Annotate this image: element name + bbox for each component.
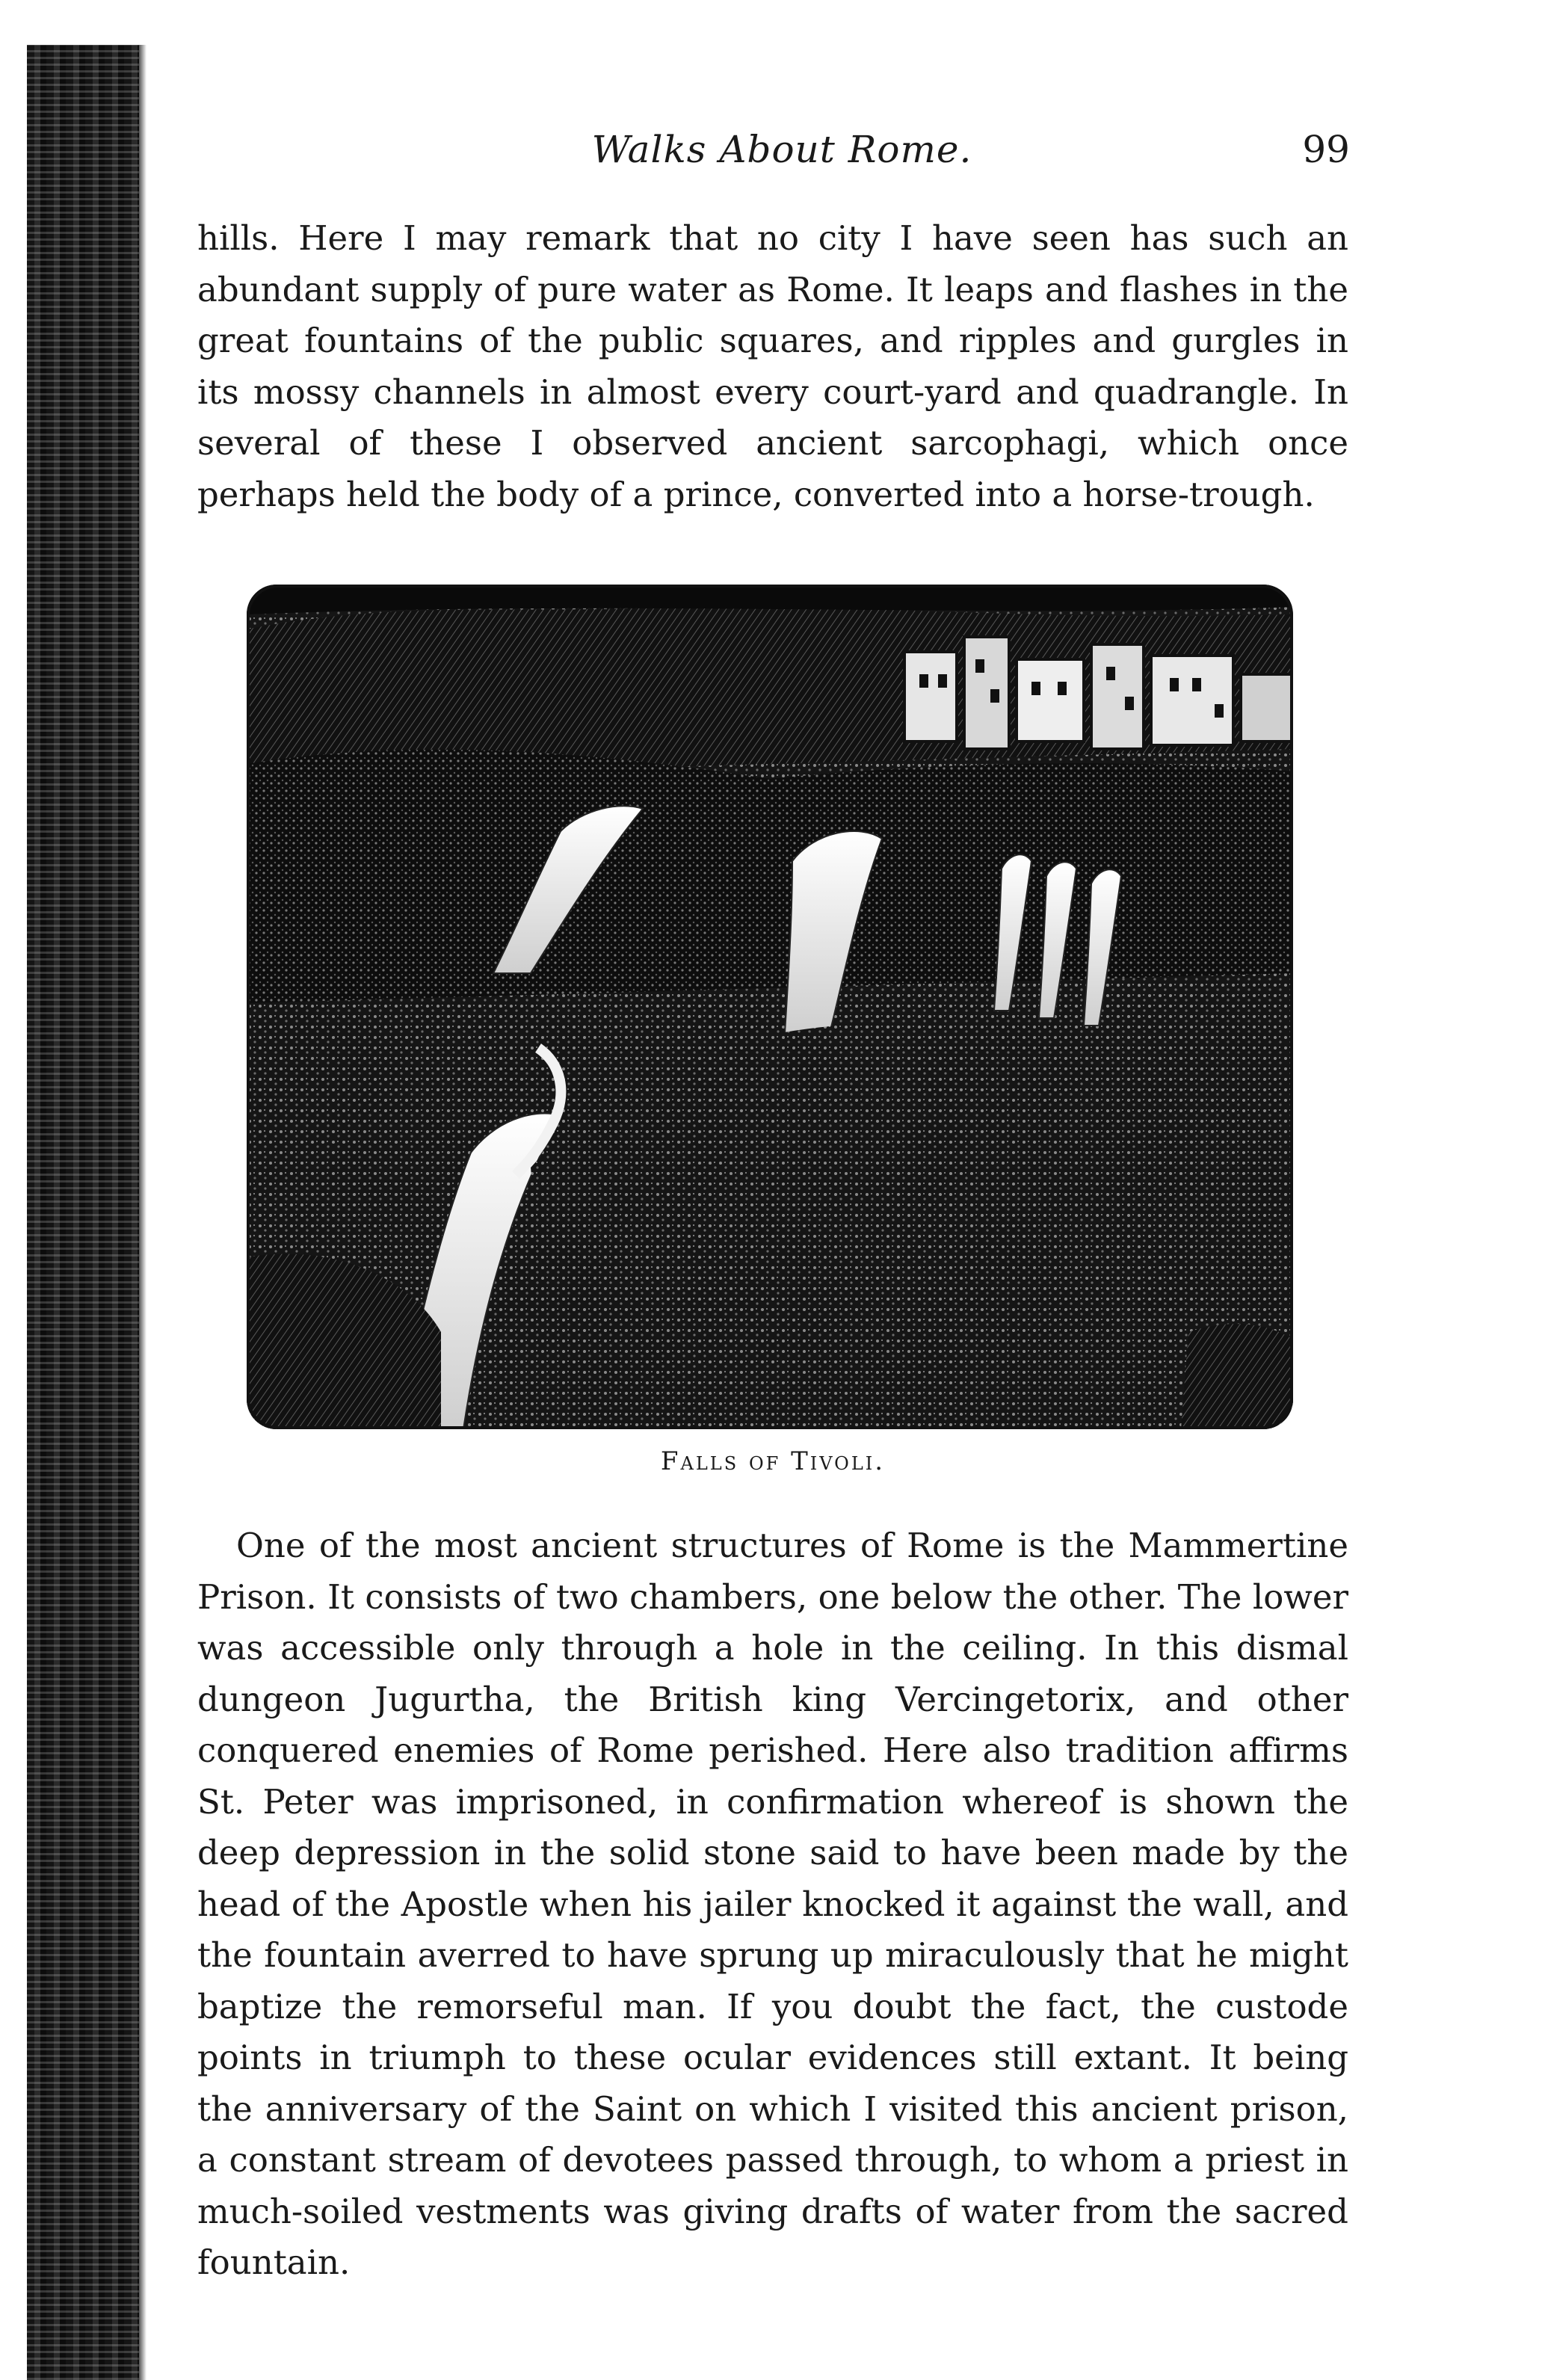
running-title: Walks About Rome.: [591, 128, 972, 171]
page-binding-edge: [27, 45, 139, 2380]
figure-caption: Falls of Tivoli.: [660, 1446, 886, 1476]
body-paragraph-2: One of the most ancient structures of Rome is the Mammertine Prison. It consists of two chambers, one below the other. The lower was accessible only through a hole in the ceiling. In this dismal dungeon Jugurtha, the British king Vercingetorix, and other conquered enemies of Rome perished. Here also tradition affirms St. Peter was imprisoned, in confirmation whereof is shown the deep depression in the solid stone said to have been made by the head of the Apostle when his jailer knocked it against the wall, and the fountain averred to have sprung up miraculously that he might baptize the remorseful man. If you doubt the fact, the custode points in triumph to these ocular evidences still extant. It being the anniversary of the Saint on which I visited this ancient prison, a constant stream of devotees passed through, to whom a priest in much-soiled vestments was giving drafts of water from the sacred fountain.: [197, 1526, 1348, 2282]
body-paragraph-1: hills. Here I may remark that no city I have seen has such an abundant supply of pure water as Rome. It leaps and flashes in the great fountains of the public squares, and ripples and gurgles in its mossy channels in almost every court-yard and quadrangle. In several of these I observed ancient sarcophagi, which once perhaps held the body of a prince, converted into a horse-trough.: [197, 218, 1348, 514]
engraving-illustration: [247, 585, 1293, 1429]
figure-falls-of-tivoli: [247, 585, 1293, 1429]
page-number: 99: [1302, 128, 1350, 171]
running-head: [199, 123, 1365, 176]
